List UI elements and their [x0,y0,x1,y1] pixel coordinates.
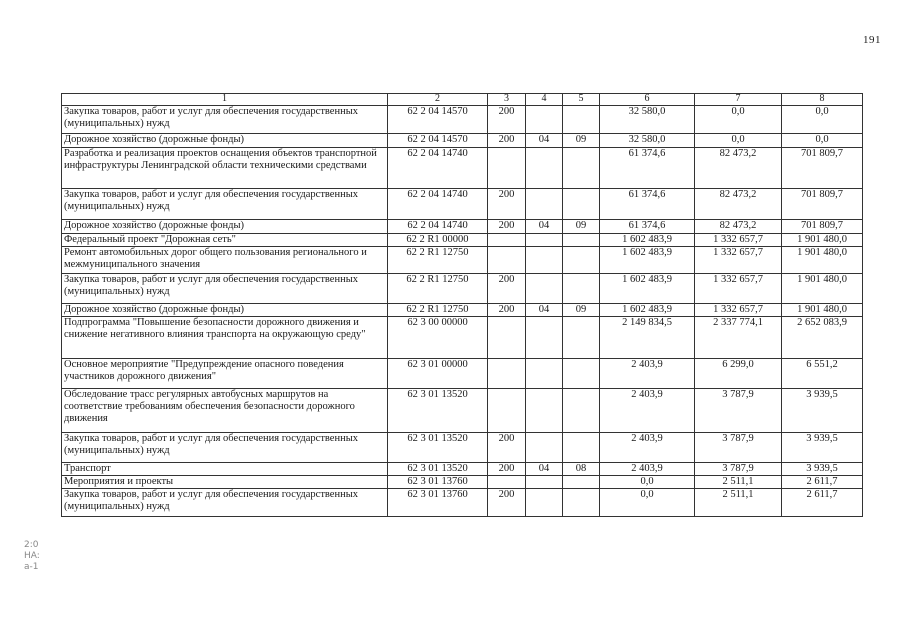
row-section-cell: 04 [526,220,563,234]
row-subsection-cell [563,247,600,274]
row-code-cell: 62 2 04 14740 [388,148,488,189]
row-value-col6: 61 374,6 [600,220,695,234]
row-code-cell: 62 2 R1 12750 [388,274,488,304]
row-col3-cell [488,234,526,247]
table-row [62,389,863,433]
row-col3-cell: 200 [488,220,526,234]
row-col3-cell [488,317,526,359]
table-row [62,433,863,463]
header-col-8: 8 [782,94,863,106]
row-value-col7: 82 473,2 [695,189,782,220]
row-subsection-cell [563,148,600,189]
row-value-col7: 82 473,2 [695,220,782,234]
row-code-cell: 62 2 R1 12750 [388,247,488,274]
row-code-cell: 62 3 01 13520 [388,389,488,433]
table-row [62,189,863,220]
row-section-cell [526,148,563,189]
row-value-col6: 2 403,9 [600,433,695,463]
row-subsection-cell [563,389,600,433]
row-col3-cell: 200 [488,433,526,463]
scan-mark: 2:0 [24,540,39,550]
page-number: 191 [863,34,881,46]
row-section-cell [526,476,563,489]
row-value-col8: 0,0 [782,106,863,134]
row-section-cell: 04 [526,134,563,148]
table-row [62,247,863,274]
row-value-col8: 2 611,7 [782,476,863,489]
table-row [62,304,863,317]
row-section-cell [526,274,563,304]
row-value-col7: 0,0 [695,106,782,134]
row-code-cell: 62 2 04 14570 [388,106,488,134]
row-col3-cell [488,389,526,433]
row-subsection-cell [563,433,600,463]
row-value-col6: 32 580,0 [600,134,695,148]
row-subsection-cell [563,106,600,134]
header-col-1: 1 [62,94,388,106]
row-value-col7: 3 787,9 [695,433,782,463]
row-section-cell [526,489,563,517]
table-row [62,134,863,148]
row-name-cell: Закупка товаров, работ и услуг для обеспечения государственных (муниципальных) нужд [62,189,388,220]
row-name-cell: Подпрограмма "Повышение безопасности дорожного движения и снижение негативного влияния транспорта на окружающую среду" [62,317,388,359]
row-col3-cell: 200 [488,274,526,304]
row-section-cell [526,234,563,247]
row-value-col7: 2 511,1 [695,489,782,517]
row-name-cell: Обследование трасс регулярных автобусных маршрутов на соответствие требованиям обеспечения безопасности дорожного движения [62,389,388,433]
row-section-cell: 04 [526,304,563,317]
row-value-col6: 61 374,6 [600,148,695,189]
row-col3-cell: 200 [488,134,526,148]
header-col-3: 3 [488,94,526,106]
row-value-col7: 82 473,2 [695,148,782,189]
row-section-cell [526,106,563,134]
table-row [62,476,863,489]
row-code-cell: 62 2 04 14740 [388,189,488,220]
header-col-6: 6 [600,94,695,106]
row-section-cell [526,359,563,389]
row-col3-cell: 200 [488,489,526,517]
row-name-cell: Закупка товаров, работ и услуг для обеспечения государственных (муниципальных) нужд [62,106,388,134]
row-value-col7: 3 787,9 [695,389,782,433]
row-value-col6: 32 580,0 [600,106,695,134]
row-code-cell: 62 2 04 14570 [388,134,488,148]
table-row [62,317,863,359]
row-name-cell: Основное мероприятие "Предупреждение опасного поведения участников дорожного движения" [62,359,388,389]
row-subsection-cell: 09 [563,220,600,234]
row-value-col6: 0,0 [600,489,695,517]
table-row [62,148,863,189]
row-col3-cell: 200 [488,106,526,134]
row-col3-cell [488,148,526,189]
row-subsection-cell [563,489,600,517]
scan-marks [24,540,40,573]
row-code-cell: 62 3 01 13760 [388,476,488,489]
row-col3-cell [488,476,526,489]
row-value-col7: 1 332 657,7 [695,274,782,304]
table-row [62,220,863,234]
row-value-col6: 1 602 483,9 [600,304,695,317]
header-col-5: 5 [563,94,600,106]
table-row [62,463,863,476]
header-col-2: 2 [388,94,488,106]
row-name-cell: Мероприятия и проекты [62,476,388,489]
row-value-col6: 2 403,9 [600,359,695,389]
table-header-row [62,94,863,106]
row-code-cell: 62 2 04 14740 [388,220,488,234]
row-value-col6: 61 374,6 [600,189,695,220]
table-row [62,274,863,304]
row-subsection-cell: 08 [563,463,600,476]
row-value-col6: 2 403,9 [600,463,695,476]
row-value-col8: 1 901 480,0 [782,247,863,274]
row-value-col8: 1 901 480,0 [782,274,863,304]
scan-mark: HA: [24,551,40,561]
row-value-col7: 0,0 [695,134,782,148]
row-value-col8: 701 809,7 [782,220,863,234]
row-value-col8: 701 809,7 [782,189,863,220]
row-value-col7: 2 337 774,1 [695,317,782,359]
row-col3-cell [488,247,526,274]
row-value-col6: 1 602 483,9 [600,234,695,247]
row-value-col8: 6 551,2 [782,359,863,389]
row-col3-cell: 200 [488,189,526,220]
row-section-cell [526,189,563,220]
row-subsection-cell [563,234,600,247]
row-value-col6: 2 149 834,5 [600,317,695,359]
row-col3-cell [488,359,526,389]
table-row [62,106,863,134]
row-value-col8: 2 611,7 [782,489,863,517]
row-code-cell: 62 3 01 13520 [388,433,488,463]
row-code-cell: 62 3 01 00000 [388,359,488,389]
row-name-cell: Ремонт автомобильных дорог общего пользования регионального и межмуниципального значения [62,247,388,274]
row-code-cell: 62 3 01 13520 [388,463,488,476]
row-code-cell: 62 3 00 00000 [388,317,488,359]
row-name-cell: Разработка и реализация проектов оснащения объектов транспортной инфраструктуры Ленинградской области техническими средствами [62,148,388,189]
header-col-7: 7 [695,94,782,106]
table-row [62,359,863,389]
row-value-col8: 3 939,5 [782,433,863,463]
row-value-col8: 0,0 [782,134,863,148]
table-row [62,234,863,247]
row-subsection-cell [563,476,600,489]
row-code-cell: 62 3 01 13760 [388,489,488,517]
row-value-col8: 2 652 083,9 [782,317,863,359]
row-section-cell [526,247,563,274]
header-col-4: 4 [526,94,563,106]
row-col3-cell: 200 [488,304,526,317]
row-value-col8: 1 901 480,0 [782,304,863,317]
scan-mark: a-1 [24,562,39,572]
row-col3-cell: 200 [488,463,526,476]
row-value-col7: 3 787,9 [695,463,782,476]
row-subsection-cell [563,359,600,389]
row-section-cell [526,389,563,433]
budget-table [61,93,863,517]
row-name-cell: Федеральный проект "Дорожная сеть" [62,234,388,247]
row-value-col7: 6 299,0 [695,359,782,389]
row-name-cell: Закупка товаров, работ и услуг для обеспечения государственных (муниципальных) нужд [62,489,388,517]
row-subsection-cell [563,274,600,304]
row-value-col8: 3 939,5 [782,389,863,433]
row-section-cell [526,433,563,463]
row-subsection-cell: 09 [563,134,600,148]
row-name-cell: Дорожное хозяйство (дорожные фонды) [62,304,388,317]
row-code-cell: 62 2 R1 00000 [388,234,488,247]
row-code-cell: 62 2 R1 12750 [388,304,488,317]
row-name-cell: Закупка товаров, работ и услуг для обеспечения государственных (муниципальных) нужд [62,274,388,304]
row-name-cell: Транспорт [62,463,388,476]
row-value-col6: 1 602 483,9 [600,247,695,274]
row-value-col8: 3 939,5 [782,463,863,476]
row-value-col7: 2 511,1 [695,476,782,489]
row-value-col6: 2 403,9 [600,389,695,433]
row-section-cell [526,317,563,359]
row-name-cell: Дорожное хозяйство (дорожные фонды) [62,220,388,234]
row-subsection-cell [563,317,600,359]
row-value-col7: 1 332 657,7 [695,247,782,274]
row-value-col6: 1 602 483,9 [600,274,695,304]
row-value-col6: 0,0 [600,476,695,489]
row-value-col8: 1 901 480,0 [782,234,863,247]
row-name-cell: Дорожное хозяйство (дорожные фонды) [62,134,388,148]
table-row [62,489,863,517]
row-value-col7: 1 332 657,7 [695,304,782,317]
row-section-cell: 04 [526,463,563,476]
row-name-cell: Закупка товаров, работ и услуг для обеспечения государственных (муниципальных) нужд [62,433,388,463]
row-value-col8: 701 809,7 [782,148,863,189]
row-value-col7: 1 332 657,7 [695,234,782,247]
row-subsection-cell: 09 [563,304,600,317]
row-subsection-cell [563,189,600,220]
